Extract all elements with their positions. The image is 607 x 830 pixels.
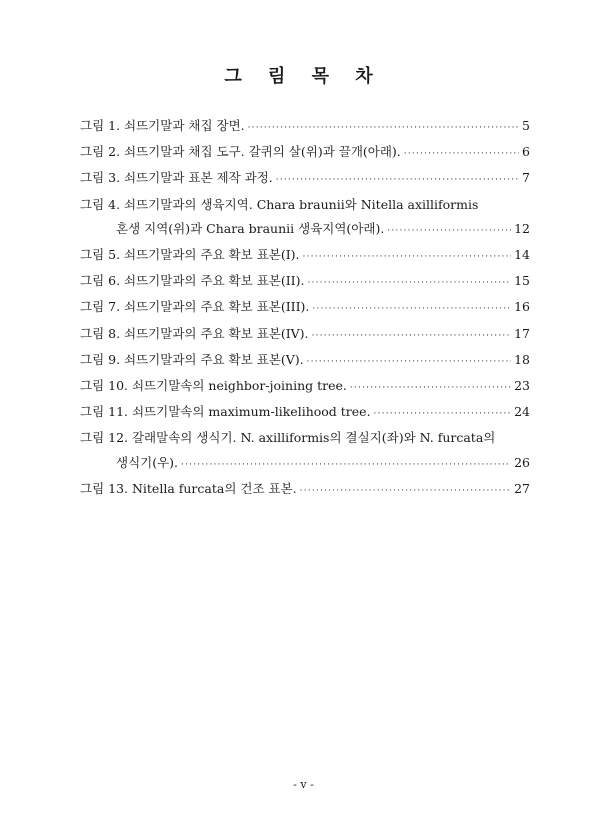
- toc-entry-label: 그림 1. 쇠뜨기말과 채집 장면.: [80, 118, 245, 133]
- toc-entry: [80, 166, 530, 192]
- leader-dots: [303, 245, 512, 269]
- toc-entry: [80, 400, 530, 426]
- toc-entry-label: 그림 5. 쇠뜨기말과의 주요 확보 표본(I).: [80, 247, 300, 263]
- toc-entry-page: 15: [514, 273, 530, 289]
- toc-entry: [80, 322, 530, 348]
- toc-entry: [80, 374, 530, 400]
- leader-dots: [307, 271, 511, 295]
- toc-entry-label: 그림 2. 쇠뜨기말과 채집 도구. 갈퀴의 살(위)과 끌개(아래).: [80, 144, 401, 160]
- toc-entry: [80, 295, 530, 321]
- toc-entry-continuation: [80, 217, 530, 243]
- toc-entry-label: 그림 12. 갈래말속의 생식기. N. axilliformis의 결실지(좌)와 N. furcata의: [80, 430, 496, 446]
- leader-dots: [181, 453, 511, 477]
- toc-entry-label-continued: 생식기(우).: [116, 454, 179, 470]
- toc-entry-page: 17: [514, 325, 530, 341]
- toc-entry-label: 그림 10. 쇠뜨기말속의 neighbor-joining tree.: [80, 378, 347, 394]
- leader-dots: [276, 168, 519, 192]
- leader-dots: [387, 219, 511, 243]
- toc-entry-page: 12: [514, 220, 530, 236]
- toc-entry-first-line: [80, 193, 530, 217]
- toc-entry-page: 23: [514, 378, 530, 394]
- toc-entry-label: 그림 6. 쇠뜨기말과의 주요 확보 표본(II).: [80, 273, 305, 289]
- toc-entry-label: 그림 8. 쇠뜨기말과의 주요 확보 표본(IV).: [80, 325, 309, 341]
- toc-entry-page: 6: [522, 144, 530, 160]
- toc-entry-page: 7: [522, 170, 530, 186]
- toc-entry-page: 24: [514, 404, 530, 420]
- leader-dots: [248, 116, 519, 140]
- toc-entry-label: 그림 4. 쇠뜨기말과의 생육지역. Chara braunii와 Nitella axilliformis: [80, 196, 479, 212]
- toc-entry-label: 그림 9. 쇠뜨기말과의 주요 확보 표본(V).: [80, 351, 304, 367]
- leader-dots: [312, 324, 512, 348]
- leader-dots: [312, 297, 511, 321]
- toc-entry: [80, 477, 530, 503]
- toc-entry: [80, 243, 530, 269]
- leader-dots: [374, 402, 512, 426]
- toc-entry: [80, 269, 530, 295]
- toc-entry-page: 16: [514, 299, 530, 315]
- leader-dots: [307, 350, 511, 374]
- toc-entry-page: 18: [514, 351, 530, 367]
- leader-dots: [404, 142, 519, 166]
- toc-entry-label: 그림 11. 쇠뜨기말속의 maximum-likelihood tree.: [80, 404, 371, 420]
- figure-list: [80, 114, 530, 503]
- toc-entry-page: 14: [514, 247, 530, 263]
- toc-entry: [80, 114, 530, 140]
- toc-entry-label: 그림 7. 쇠뜨기말과의 주요 확보 표본(III).: [80, 299, 310, 315]
- toc-entry: [80, 348, 530, 374]
- toc-entry-page: 5: [522, 118, 530, 133]
- toc-entry-label-continued: 혼생 지역(위)과 Chara braunii 생육지역(아래).: [116, 220, 385, 236]
- leader-dots: [300, 479, 511, 503]
- toc-entry-label: 그림 13. Nitella furcata의 건조 표본.: [80, 480, 297, 496]
- page-number: - v -: [293, 778, 314, 791]
- toc-entry: [80, 140, 530, 166]
- toc-entry-continuation: [80, 451, 530, 477]
- toc-entry-page: 26: [514, 454, 530, 470]
- toc-entry-first-line: [80, 426, 530, 450]
- toc-entry-label: 그림 3. 쇠뜨기말과 표본 제작 과정.: [80, 170, 273, 186]
- leader-dots: [350, 376, 511, 400]
- toc-entry-page: 27: [514, 480, 530, 496]
- page-title: 그 림 목 차: [224, 66, 383, 87]
